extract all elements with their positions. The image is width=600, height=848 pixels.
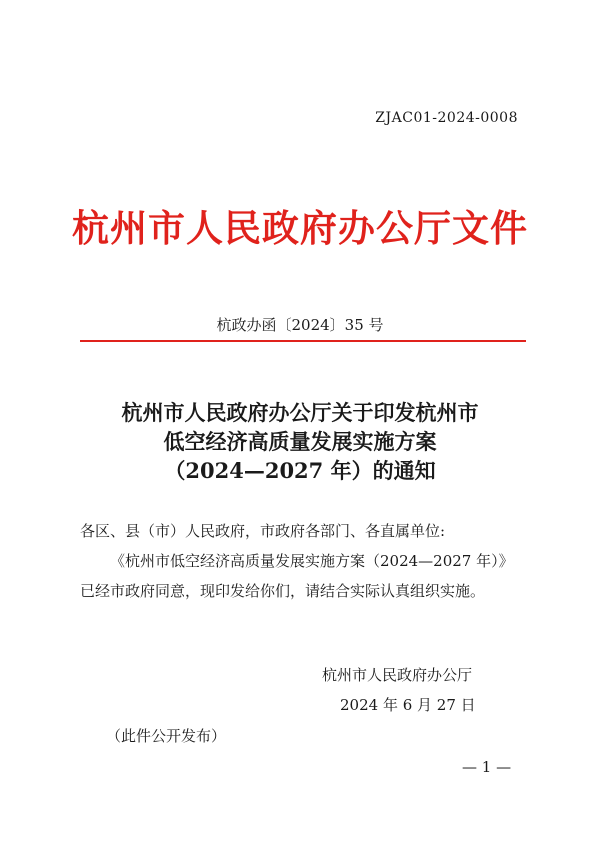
notice-title-line-2: 低空经济高质量发展实施方案 xyxy=(163,429,437,454)
signing-office: 杭州市人民政府办公厅 xyxy=(322,666,473,684)
document-code: ZJAC01-2024-0008 xyxy=(375,110,518,126)
notice-title xyxy=(0,398,600,485)
publish-note: （此件公开发布） xyxy=(106,727,227,745)
signing-date: 2024 年 6 月 27 日 xyxy=(340,696,476,714)
body-line-2: 已经市政府同意，现印发给你们，请结合实际认真组织实施。 xyxy=(80,582,486,600)
body-line-1: 《杭州市低空经济高质量发展实施方案（2024—2027 年）》 xyxy=(110,552,514,570)
issuer-header: 杭州市人民政府办公厅文件 xyxy=(72,206,528,250)
red-divider-line xyxy=(80,340,526,342)
notice-title-line-3: （2024—2027 年）的通知 xyxy=(164,458,436,483)
recipients-line: 各区、县（市）人民政府，市政府各部门、各直属单位: xyxy=(80,522,446,540)
notice-body xyxy=(80,516,530,606)
notice-title-line-1: 杭州市人民政府办公厅关于印发杭州市 xyxy=(121,400,479,425)
page-number: — 1 — xyxy=(462,758,512,776)
document-number: 杭政办函〔2024〕35 号 xyxy=(216,316,384,334)
